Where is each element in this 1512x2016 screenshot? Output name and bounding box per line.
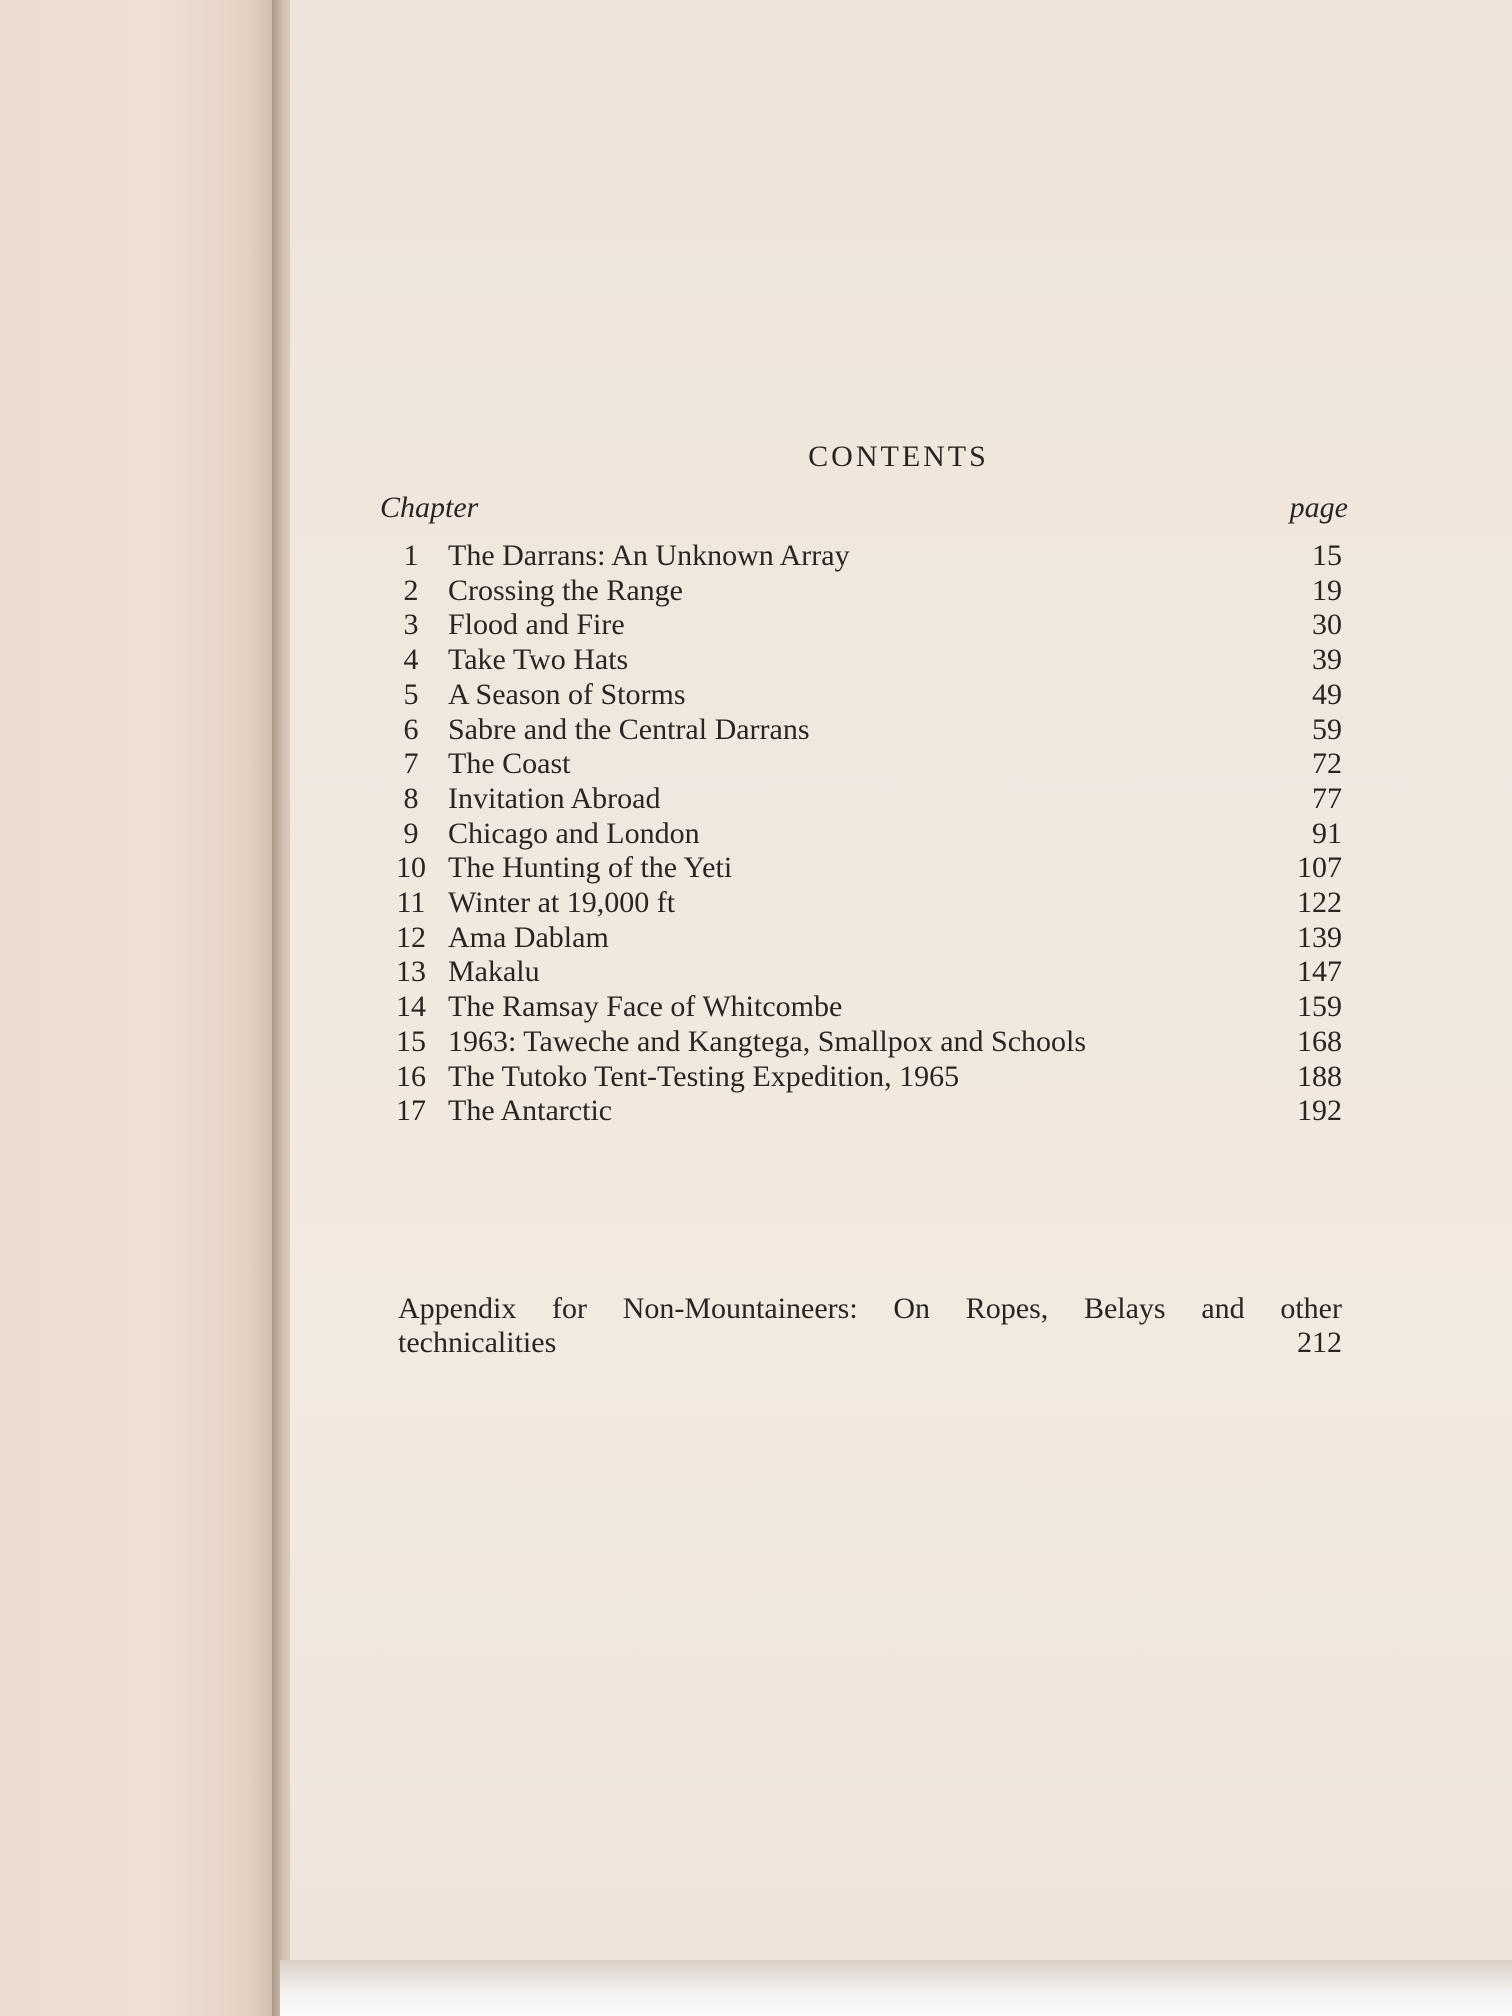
appendix-word: Appendix [398, 1292, 517, 1325]
chapter-page: 59 [1312, 712, 1342, 746]
chapter-title: Winter at 19,000 ft [448, 886, 676, 919]
chapter-page: 188 [1297, 1059, 1342, 1093]
chapter-page: 91 [1312, 816, 1342, 850]
chapter-title: Take Two Hats [448, 643, 629, 677]
appendix-title-line2 [398, 1326, 1342, 1360]
chapter-title: Chicago and London [448, 816, 700, 850]
chapter-page: 107 [1297, 851, 1342, 885]
contents-heading: CONTENTS [808, 440, 989, 473]
chapter-title: The Antarctic [448, 1094, 613, 1128]
chapter-number: 12 [396, 920, 426, 954]
chapter-row [380, 1089, 1342, 1133]
chapter-number: 13 [396, 955, 426, 989]
chapter-title: Sabre and the Central Darrans [448, 712, 810, 746]
chapter-title: Makalu [448, 955, 540, 989]
chapter-title: The Hunting of the Yeti [448, 851, 733, 885]
chapter-number: 14 [396, 990, 426, 1024]
chapter-page: 147 [1297, 955, 1342, 989]
chapter-page: 15 [1312, 539, 1342, 572]
chapter-number: 15 [396, 1024, 426, 1058]
chapter-number: 11 [396, 886, 426, 919]
appendix-title-continuation: technicalities [398, 1326, 557, 1359]
chapter-page: 192 [1297, 1094, 1342, 1128]
chapter-title: Ama Dablam [448, 920, 609, 954]
chapter-number: 7 [403, 747, 419, 781]
page-bottom-shadow [280, 1960, 1512, 2016]
chapter-page: 168 [1297, 1024, 1342, 1058]
chapter-number: 6 [403, 712, 419, 746]
left-page [0, 0, 280, 2016]
appendix-entry [398, 1292, 1342, 1360]
chapter-title: A Season of Storms [448, 677, 686, 711]
chapter-number: 1 [403, 539, 419, 572]
chapter-title: The Tutoko Tent-Testing Expedition, 1965 [448, 1059, 960, 1093]
appendix-word: for [552, 1292, 588, 1325]
chapter-title: The Darrans: An Unknown Array [448, 539, 850, 572]
page-column-label: page [1289, 491, 1348, 524]
chapter-number: 5 [403, 677, 419, 711]
chapter-number: 3 [403, 608, 419, 642]
chapter-number: 2 [403, 573, 419, 607]
chapter-page: 49 [1312, 677, 1342, 711]
chapter-page: 19 [1312, 573, 1342, 607]
appendix-page: 212 [1297, 1326, 1342, 1359]
chapter-column-label: Chapter [380, 491, 479, 524]
chapter-title: Crossing the Range [448, 573, 683, 607]
chapter-number: 8 [403, 781, 419, 815]
appendix-word: Ropes, [965, 1292, 1049, 1325]
appendix-title-line1 [398, 1292, 1342, 1326]
chapter-page: 30 [1312, 608, 1342, 642]
chapter-page: 139 [1297, 920, 1342, 954]
appendix-word: On [893, 1292, 931, 1325]
chapter-title: Invitation Abroad [448, 781, 661, 815]
chapter-page: 122 [1297, 886, 1342, 919]
chapter-number: 16 [396, 1059, 426, 1093]
chapter-number: 4 [403, 643, 419, 677]
appendix-word: Belays [1083, 1292, 1166, 1325]
chapter-title: Flood and Fire [448, 608, 625, 642]
chapter-page: 72 [1312, 747, 1342, 781]
chapter-number: 9 [403, 816, 419, 850]
appendix-word: Non-Mountaineers: [622, 1292, 858, 1325]
chapter-title: The Ramsay Face of Whitcombe [448, 990, 843, 1024]
chapter-number: 17 [396, 1094, 426, 1128]
appendix-word: and [1201, 1292, 1245, 1325]
chapter-page: 39 [1312, 643, 1342, 677]
chapter-title: 1963: Taweche and Kangtega, Smallpox and Schools [448, 1024, 1087, 1058]
chapter-page: 159 [1297, 990, 1342, 1024]
appendix-word: other [1280, 1292, 1342, 1325]
chapter-number: 10 [396, 851, 426, 885]
chapter-title: The Coast [448, 747, 571, 781]
chapter-page: 77 [1312, 781, 1342, 815]
